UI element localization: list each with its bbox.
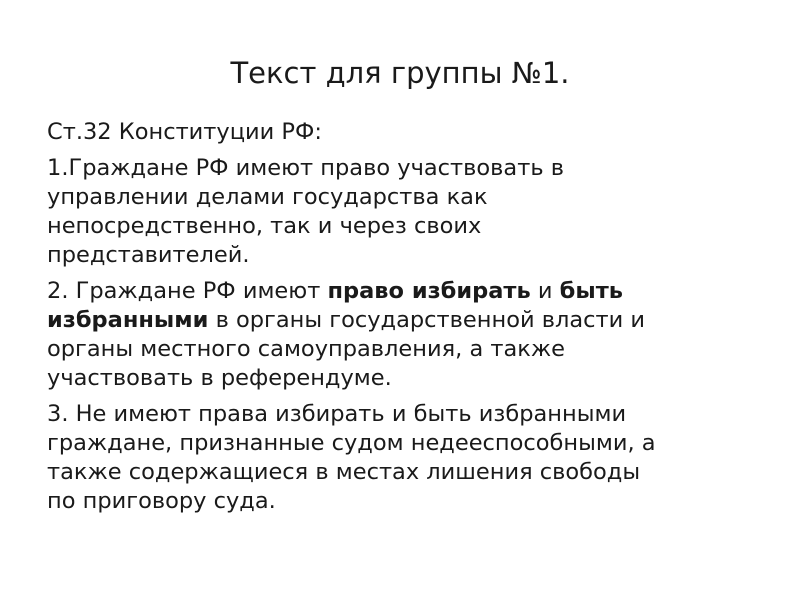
slide-title: Текст для группы №1.	[230, 56, 570, 90]
paragraph-2-text: 2. Граждане РФ имеют	[47, 278, 328, 304]
paragraph-2-line-3: органы местного самоуправления, а также	[47, 336, 565, 362]
article-heading: Ст.32 Конституции РФ:	[47, 119, 322, 145]
slide-body	[47, 118, 777, 523]
bold-right-to-elect: право избирать	[327, 278, 531, 304]
paragraph-1-line-1: 1.Граждане РФ имеют право участвовать в	[47, 155, 564, 181]
paragraph-3	[47, 400, 777, 516]
paragraph-3-line-1: 3. Не имеют права избирать и быть избранными	[47, 401, 627, 427]
paragraph-1	[47, 154, 777, 270]
paragraph-2-text: и	[530, 278, 560, 304]
bold-to-be: быть	[559, 278, 623, 304]
bold-elected: избранными	[47, 307, 209, 333]
paragraph-2-line-2	[47, 306, 777, 335]
paragraph-3-line-2: граждане, признанные судом недееспособными, а	[47, 430, 656, 456]
paragraph-1-line-2: управлении делами государства как	[47, 184, 488, 210]
paragraph-2-line-4: участвовать в референдуме.	[47, 365, 392, 391]
paragraph-3-line-4: по приговору суда.	[47, 488, 276, 514]
paragraph-1-line-3: непосредственно, так и через своих	[47, 213, 482, 239]
paragraph-3-line-3: также содержащиеся в местах лишения свободы	[47, 459, 641, 485]
paragraph-2	[47, 277, 777, 393]
paragraph-2-text: в органы государственной власти и	[208, 307, 646, 333]
paragraph-1-line-4: представителей.	[47, 242, 250, 268]
paragraph-2-line-1	[47, 277, 777, 306]
